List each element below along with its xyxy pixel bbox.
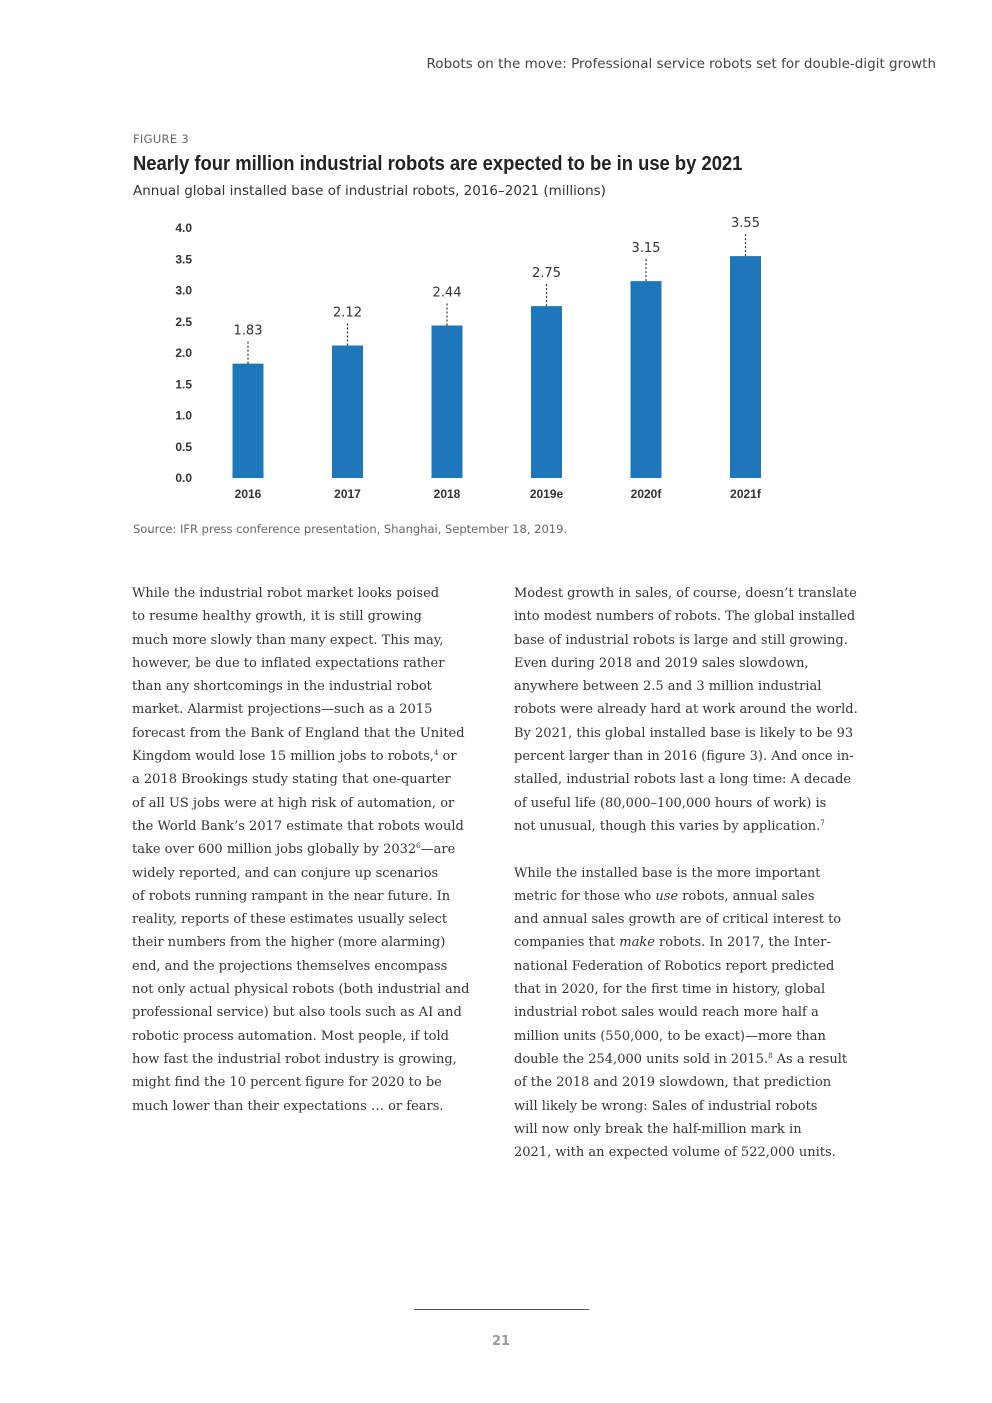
y-tick-label: 1.5	[175, 377, 192, 392]
text-line: much lower than their expectations … or fears.	[132, 1098, 444, 1114]
text-line: of useful life (80,000–100,000 hours of work) is	[514, 795, 827, 811]
figure-title: Nearly four million industrial robots are expected to be in use by 2021	[133, 153, 743, 175]
y-tick-label: 3.0	[175, 283, 192, 298]
text-line: not only actual physical robots (both industrial and	[132, 982, 470, 998]
text-line: While the installed base is the more important	[514, 865, 821, 881]
footnote-ref-6[interactable]: 6	[416, 842, 421, 851]
body-column-right	[514, 582, 864, 1164]
text-line	[132, 838, 482, 861]
x-tick-label: 2017	[334, 487, 361, 501]
text-line: reality, reports of these estimates usually select	[132, 912, 448, 928]
text-fragment: —are	[420, 842, 456, 858]
text-line: of the 2018 and 2019 slowdown, that prediction	[514, 1075, 832, 1091]
figure-subtitle: Annual global installed base of industrial robots, 2016–2021 (millions)	[133, 183, 606, 199]
data-label: 3.55	[731, 216, 760, 232]
x-tick-label: 2020f	[630, 487, 662, 501]
y-tick-label: 2.5	[175, 314, 192, 329]
text-line: that in 2020, for the first time in history, global	[514, 982, 826, 998]
text-line	[514, 885, 864, 908]
text-line	[514, 1048, 864, 1071]
text-line: end, and the projections themselves encompass	[132, 958, 448, 974]
bar[interactable]	[531, 306, 562, 478]
data-label: 3.15	[631, 241, 661, 257]
text-line: widely reported, and can conjure up scenarios	[132, 865, 439, 881]
emphasis-make: make	[619, 935, 655, 951]
text-line: stalled, industrial robots last a long time: A decade	[514, 772, 852, 788]
data-label: 2.12	[333, 305, 362, 321]
bar[interactable]	[233, 364, 264, 478]
text-line: and annual sales growth are of critical interest to	[514, 912, 842, 928]
figure-label: FIGURE 3	[133, 132, 189, 146]
bar[interactable]	[631, 281, 662, 478]
right-paragraph-2	[514, 862, 864, 1165]
text-line: Modest growth in sales, of course, doesn’t translate	[514, 586, 857, 601]
data-label: 2.44	[432, 285, 462, 301]
text-line: robots were already hard at work around the world.	[514, 702, 858, 718]
text-line: into modest numbers of robots. The global installed	[514, 609, 856, 625]
y-tick-label: 4.0	[175, 221, 192, 235]
footnote-ref-4[interactable]: 4	[433, 749, 439, 758]
x-tick-label: 2016	[234, 487, 262, 501]
text-line: 2021, with an expected volume of 522,000 units.	[514, 1145, 836, 1161]
text-line: robotic process automation. Most people, if told	[132, 1028, 449, 1044]
text-line: much more slowly than many expect. This may,	[132, 632, 444, 648]
text-line: industrial robot sales would reach more half a	[514, 1005, 819, 1021]
text-line: their numbers from the higher (more alarming)	[132, 935, 446, 951]
x-tick-label: 2018	[433, 487, 461, 501]
bar-chart	[120, 210, 800, 510]
y-tick-label: 0.0	[175, 471, 192, 485]
text-line: will likely be wrong: Sales of industrial robots	[514, 1098, 818, 1114]
text-fragment: metric for those who	[514, 888, 656, 904]
text-fragment: robots, annual sales	[678, 888, 815, 904]
text-line: million units (550,000, to be exact)—more than	[514, 1028, 826, 1044]
text-line: national Federation of Robotics report predicted	[514, 958, 835, 974]
text-fragment: companies that	[514, 935, 620, 951]
text-line: will now only break the half-million mark in	[514, 1121, 802, 1137]
bar[interactable]	[730, 256, 761, 478]
text-line	[132, 745, 482, 768]
text-line: of all US jobs were at high risk of automation, or	[132, 795, 455, 811]
text-line: the World Bank’s 2017 estimate that robots would	[132, 818, 464, 834]
text-fragment: As a result	[772, 1051, 848, 1067]
text-line: While the industrial robot market looks poised	[132, 586, 440, 601]
text-fragment: double the 254,000 units sold in 2015.	[514, 1051, 769, 1067]
text-line: a 2018 Brookings study stating that one-quarter	[132, 772, 451, 788]
left-paragraph	[132, 582, 482, 1118]
y-tick-label: 3.5	[175, 252, 192, 267]
x-tick-label: 2019e	[529, 487, 564, 501]
text-fragment: or	[438, 749, 457, 765]
y-tick-label: 2.0	[175, 346, 192, 360]
text-line: might find the 10 percent figure for 2020 to be	[132, 1075, 442, 1091]
text-line: to resume healthy growth, it is still growing	[132, 609, 423, 625]
footer-divider	[414, 1309, 589, 1310]
text-line	[514, 815, 864, 838]
bar[interactable]	[432, 326, 463, 479]
text-line: percent larger than in 2016 (figure 3). And once in-	[514, 749, 854, 765]
y-tick-label: 0.5	[175, 439, 192, 454]
data-label: 1.83	[233, 323, 263, 339]
x-tick-label: 2021f	[730, 487, 761, 501]
text-line: professional service) but also tools such as AI and	[132, 1005, 462, 1021]
text-fragment: not unusual, though this varies by application.	[514, 818, 821, 834]
text-line: how fast the industrial robot industry is growing,	[132, 1051, 457, 1067]
page-number: 21	[491, 1334, 511, 1349]
text-line	[514, 931, 864, 954]
emphasis-use: use	[655, 888, 679, 904]
y-tick-label: 1.0	[175, 408, 192, 423]
text-fragment: robots. In 2017, the Inter-	[654, 935, 831, 951]
bar[interactable]	[332, 346, 363, 479]
text-line: forecast from the Bank of England that the United	[132, 725, 465, 741]
text-line: market. Alarmist projections—such as a 2015	[132, 702, 433, 718]
right-paragraph-1	[514, 582, 864, 838]
text-line: base of industrial robots is large and still growing.	[514, 632, 848, 648]
text-fragment: take over 600 million jobs globally by 2032	[132, 842, 417, 858]
text-line: By 2021, this global installed base is likely to be 93	[514, 725, 854, 741]
footnote-ref-7[interactable]: 7	[820, 818, 825, 827]
text-fragment: Kingdom would lose 15 million jobs to robots,	[132, 749, 434, 765]
text-line: than any shortcomings in the industrial robot	[132, 679, 432, 695]
figure-source: Source: IFR press conference presentation, Shanghai, September 18, 2019.	[133, 522, 568, 536]
data-label: 2.75	[532, 266, 561, 282]
footnote-ref-8[interactable]: 8	[768, 1051, 773, 1060]
text-line: of robots running rampant in the near future. In	[132, 888, 451, 904]
text-line: Even during 2018 and 2019 sales slowdown,	[514, 655, 809, 671]
running-header: Robots on the move: Professional service robots set for double-digit growth	[426, 56, 936, 72]
body-column-left	[132, 582, 482, 1118]
text-line: anywhere between 2.5 and 3 million industrial	[514, 679, 822, 695]
text-line: however, be due to inflated expectations rather	[132, 655, 445, 671]
